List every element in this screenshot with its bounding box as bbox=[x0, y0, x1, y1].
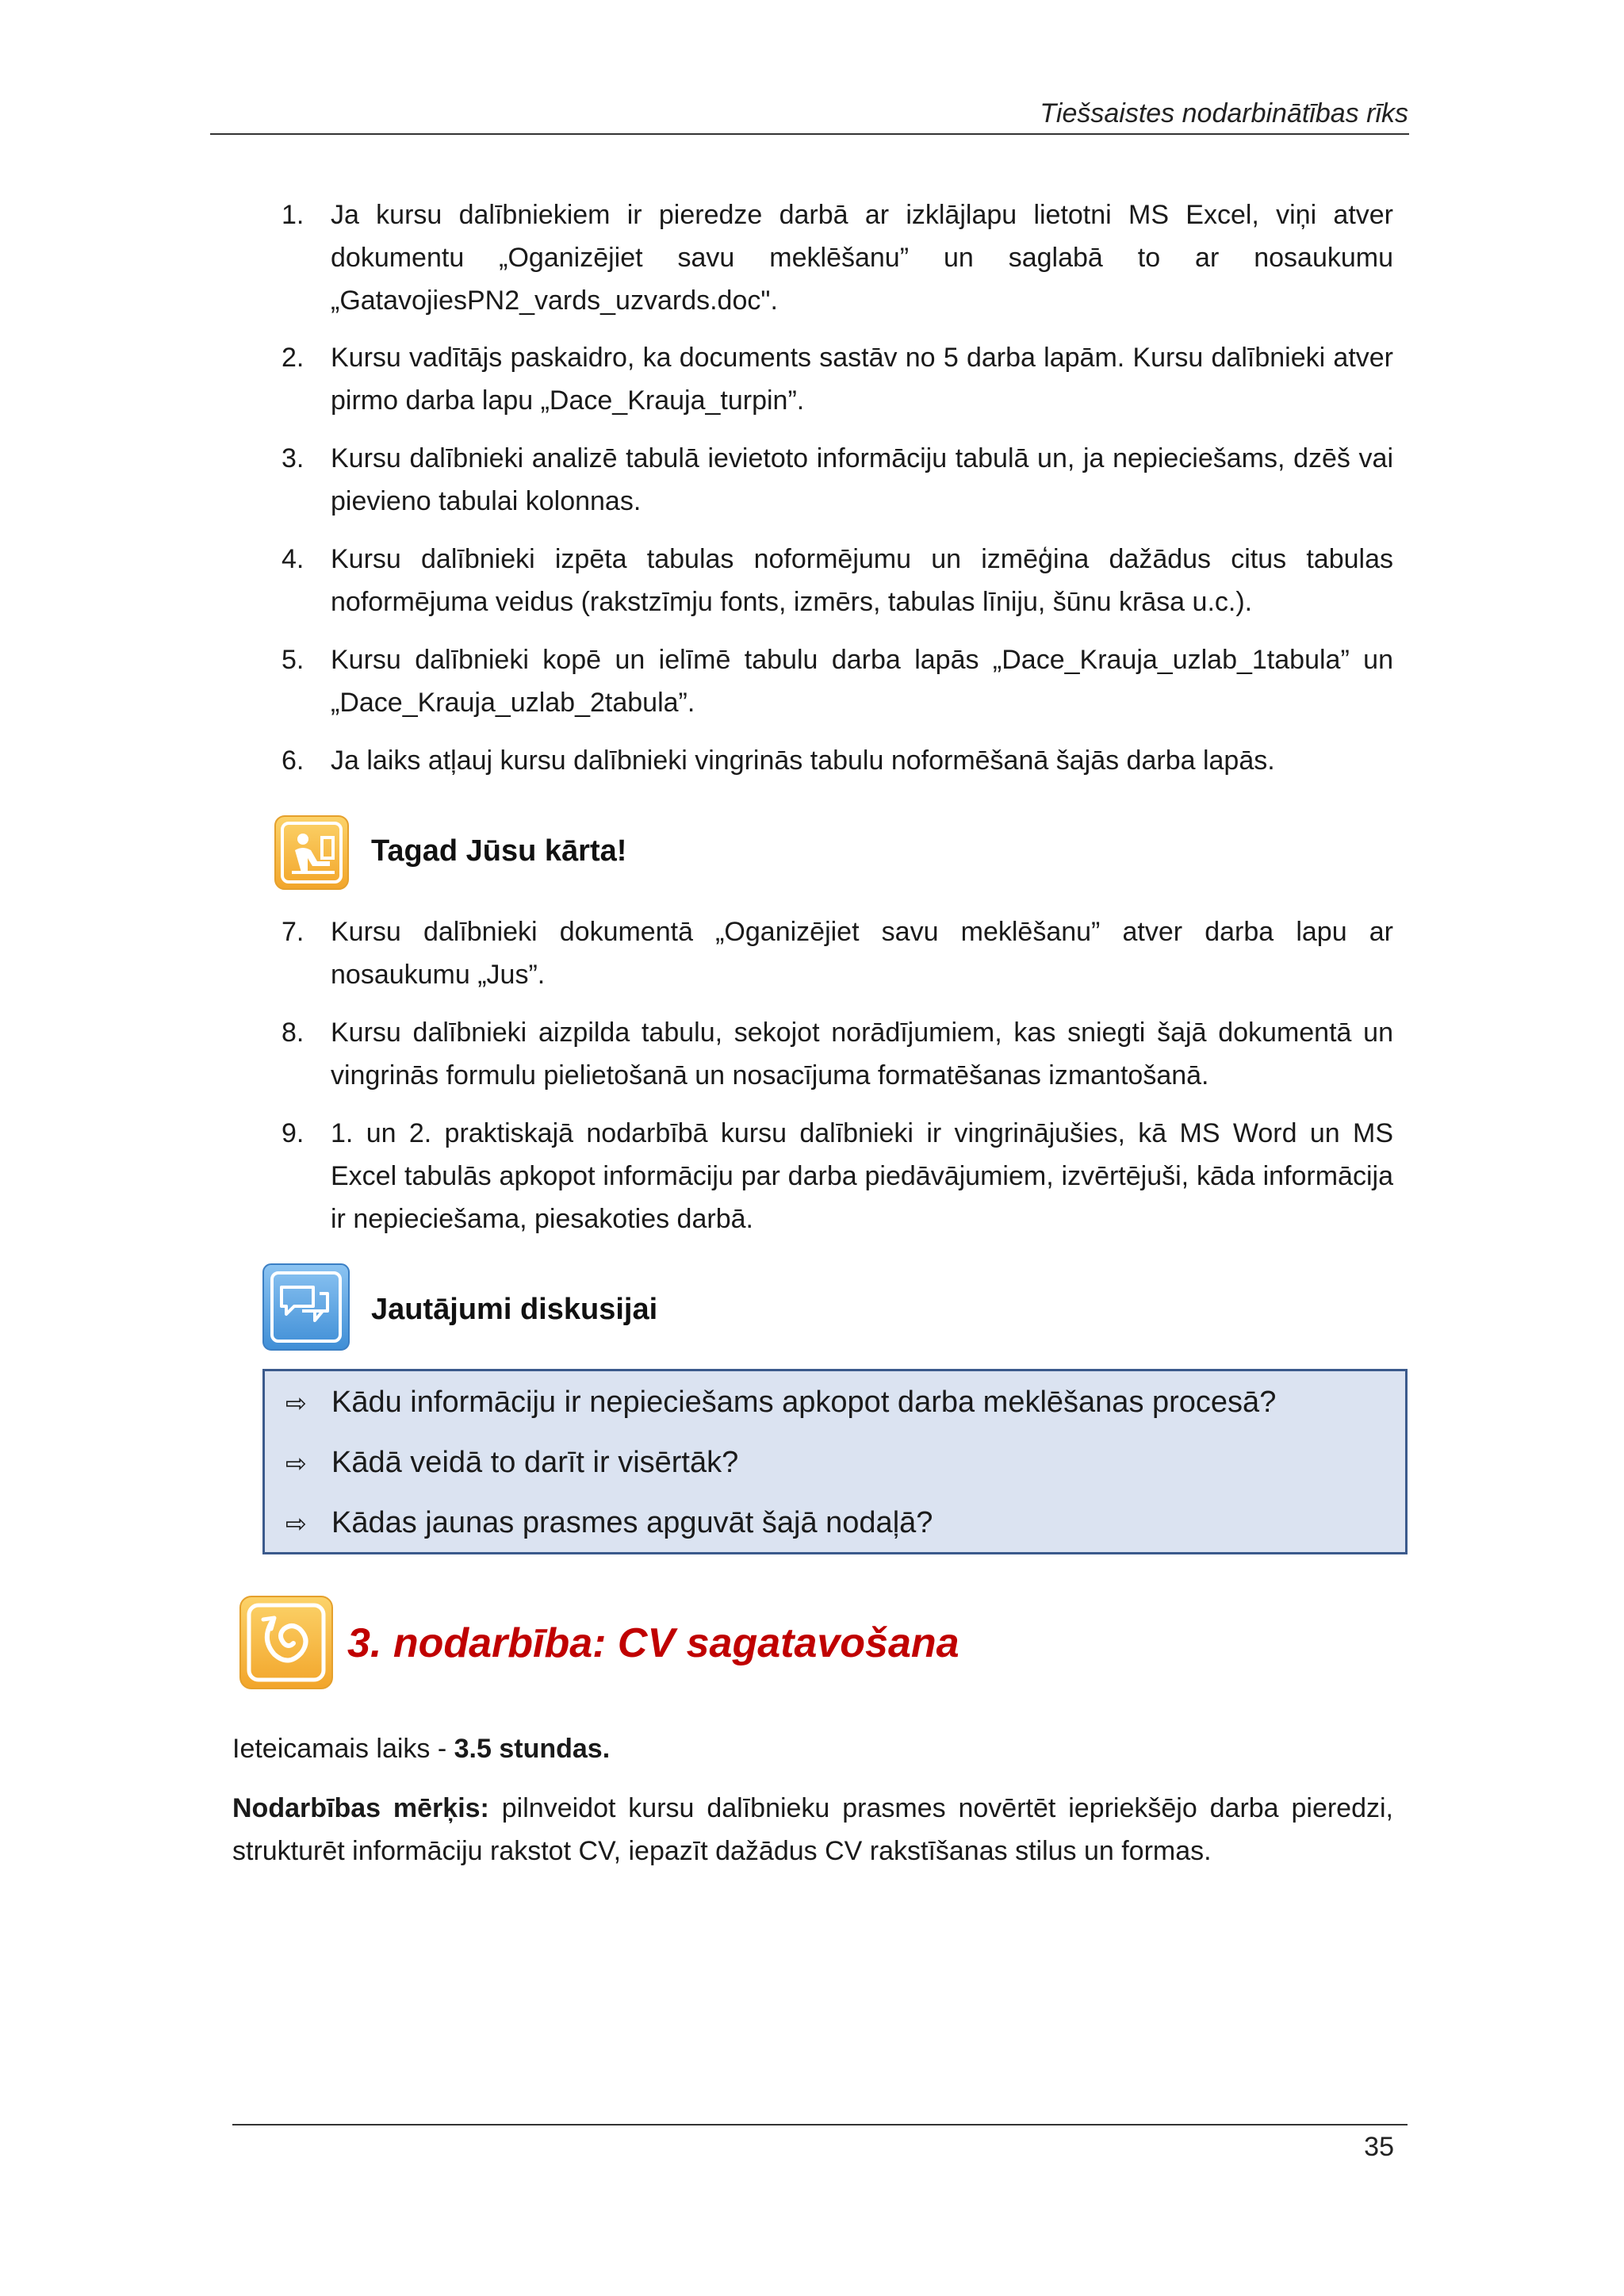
list-item bbox=[282, 336, 1393, 422]
footer-divider bbox=[232, 2124, 1408, 2125]
list-item bbox=[282, 1112, 1393, 1240]
list-item-text: Kursu dalībnieki aizpilda tabulu, sekojot norādījumiem, kas sniegti šajā dokumentā un vingrinās formulu pielietošanā un nosacījuma formatēšanas izmantošanā. bbox=[331, 1018, 1393, 1091]
running-header: Tiešsaistes nodarbinātības rīks bbox=[1040, 98, 1408, 128]
list-item-text: Kursu dalībnieki analizē tabulā ievietoto informāciju tabulā un, ja nepieciešams, dzēš vai pievieno tabulai kolonnas. bbox=[331, 443, 1393, 516]
question-text: Kādas jaunas prasmes apguvāt šajā nodaļā? bbox=[331, 1506, 933, 1539]
list-item bbox=[282, 538, 1393, 623]
list-item-number: 7. bbox=[282, 917, 304, 947]
list-item bbox=[282, 739, 1393, 782]
list-item-text: Kursu dalībnieki kopē un ielīmē tabulu darba lapās „Dace_Krauja_uzlab_1tabula” un „Dace_Krauja_uzlab_2tabula”. bbox=[331, 645, 1393, 718]
arrow-right-icon: ⇨ bbox=[285, 1389, 307, 1417]
arrow-right-icon: ⇨ bbox=[285, 1449, 307, 1478]
time-value: 3.5 stundas. bbox=[454, 1734, 611, 1764]
question-text: Kādā veidā to darīt ir visērtāk? bbox=[331, 1446, 739, 1479]
list-item-number: 9. bbox=[282, 1118, 304, 1148]
list-item-text: Kursu vadītājs paskaidro, ka documents sastāv no 5 darba lapām. Kursu dalībnieki atver pirmo darba lapu „Dace_Krauja_turpin”. bbox=[331, 343, 1393, 416]
recommended-time bbox=[232, 1727, 1393, 1770]
list-item bbox=[282, 194, 1393, 322]
discussion-question bbox=[285, 1386, 1276, 1420]
discussion-question bbox=[285, 1506, 933, 1540]
list-item-text: Ja laiks atļauj kursu dalībnieki vingrinās tabulu noformēšanā šajās darba lapās. bbox=[331, 746, 1275, 776]
spiral-icon bbox=[239, 1596, 333, 1689]
activity-goal bbox=[232, 1787, 1393, 1872]
goal-paragraph bbox=[232, 1787, 1393, 1872]
discussion-questions-box bbox=[262, 1369, 1408, 1554]
list-item-number: 5. bbox=[282, 645, 304, 675]
list-item-number: 1. bbox=[282, 200, 304, 230]
header-divider bbox=[210, 133, 1409, 135]
list-item-text: 1. un 2. praktiskajā nodarbībā kursu dalībnieki ir vingrinājušies, kā MS Word un MS Excel tabulās apkopot informāciju par darba piedāvājumiem, izvērtējuši, kāda informācija ir nepieciešama, piesakoties darbā. bbox=[331, 1118, 1393, 1234]
list-item-number: 3. bbox=[282, 443, 304, 473]
list-item bbox=[282, 1011, 1393, 1097]
arrow-right-icon: ⇨ bbox=[285, 1509, 307, 1538]
activity-title: 3. nodarbība: CV sagatavošana bbox=[347, 1620, 959, 1666]
page-number: 35 bbox=[1364, 2132, 1394, 2162]
list-item bbox=[282, 638, 1393, 724]
person-at-computer-icon bbox=[274, 815, 349, 890]
discussion-heading: Jautājumi diskusijai bbox=[371, 1293, 658, 1326]
list-item-number: 6. bbox=[282, 746, 304, 776]
list-item-text: Kursu dalībnieki izpēta tabulas noformējumu un izmēģina dažādus citus tabulas noformējuma veidus (rakstzīmju fonts, izmērs, tabulas līniju, šūnu krāsa u.c.). bbox=[331, 544, 1393, 617]
your-turn-heading: Tagad Jūsu kārta! bbox=[371, 834, 627, 868]
speech-bubbles-icon bbox=[262, 1263, 350, 1351]
discussion-question bbox=[285, 1446, 738, 1480]
list-item-number: 2. bbox=[282, 343, 304, 373]
list-item-text: Ja kursu dalībniekiem ir pieredze darbā ar izklājlapu lietotni MS Excel, viņi atver dokumentu „Oganizējiet savu meklēšanu” un saglabā to ar nosaukumu „GatavojiesPN2_vards_uzvards.doc". bbox=[331, 200, 1393, 316]
list-item-number: 8. bbox=[282, 1018, 304, 1048]
goal-text: pilnveidot kursu dalībnieku prasmes novērtēt iepriekšējo darba pieredzi, strukturēt informāciju rakstot CV, iepazīt dažādus CV rakstīšanas stilus un formas. bbox=[232, 1793, 1393, 1866]
question-text: Kādu informāciju ir nepieciešams apkopot darba meklēšanas procesā? bbox=[331, 1386, 1277, 1419]
list-item bbox=[282, 910, 1393, 996]
list-item-number: 4. bbox=[282, 544, 304, 574]
list-item-text: Kursu dalībnieki dokumentā „Oganizējiet savu meklēšanu” atver darba lapu ar nosaukumu „Jus”. bbox=[331, 917, 1393, 990]
goal-label: Nodarbības mērķis: bbox=[232, 1793, 489, 1823]
time-label: Ieteicamais laiks - bbox=[232, 1734, 454, 1764]
list-item bbox=[282, 437, 1393, 523]
